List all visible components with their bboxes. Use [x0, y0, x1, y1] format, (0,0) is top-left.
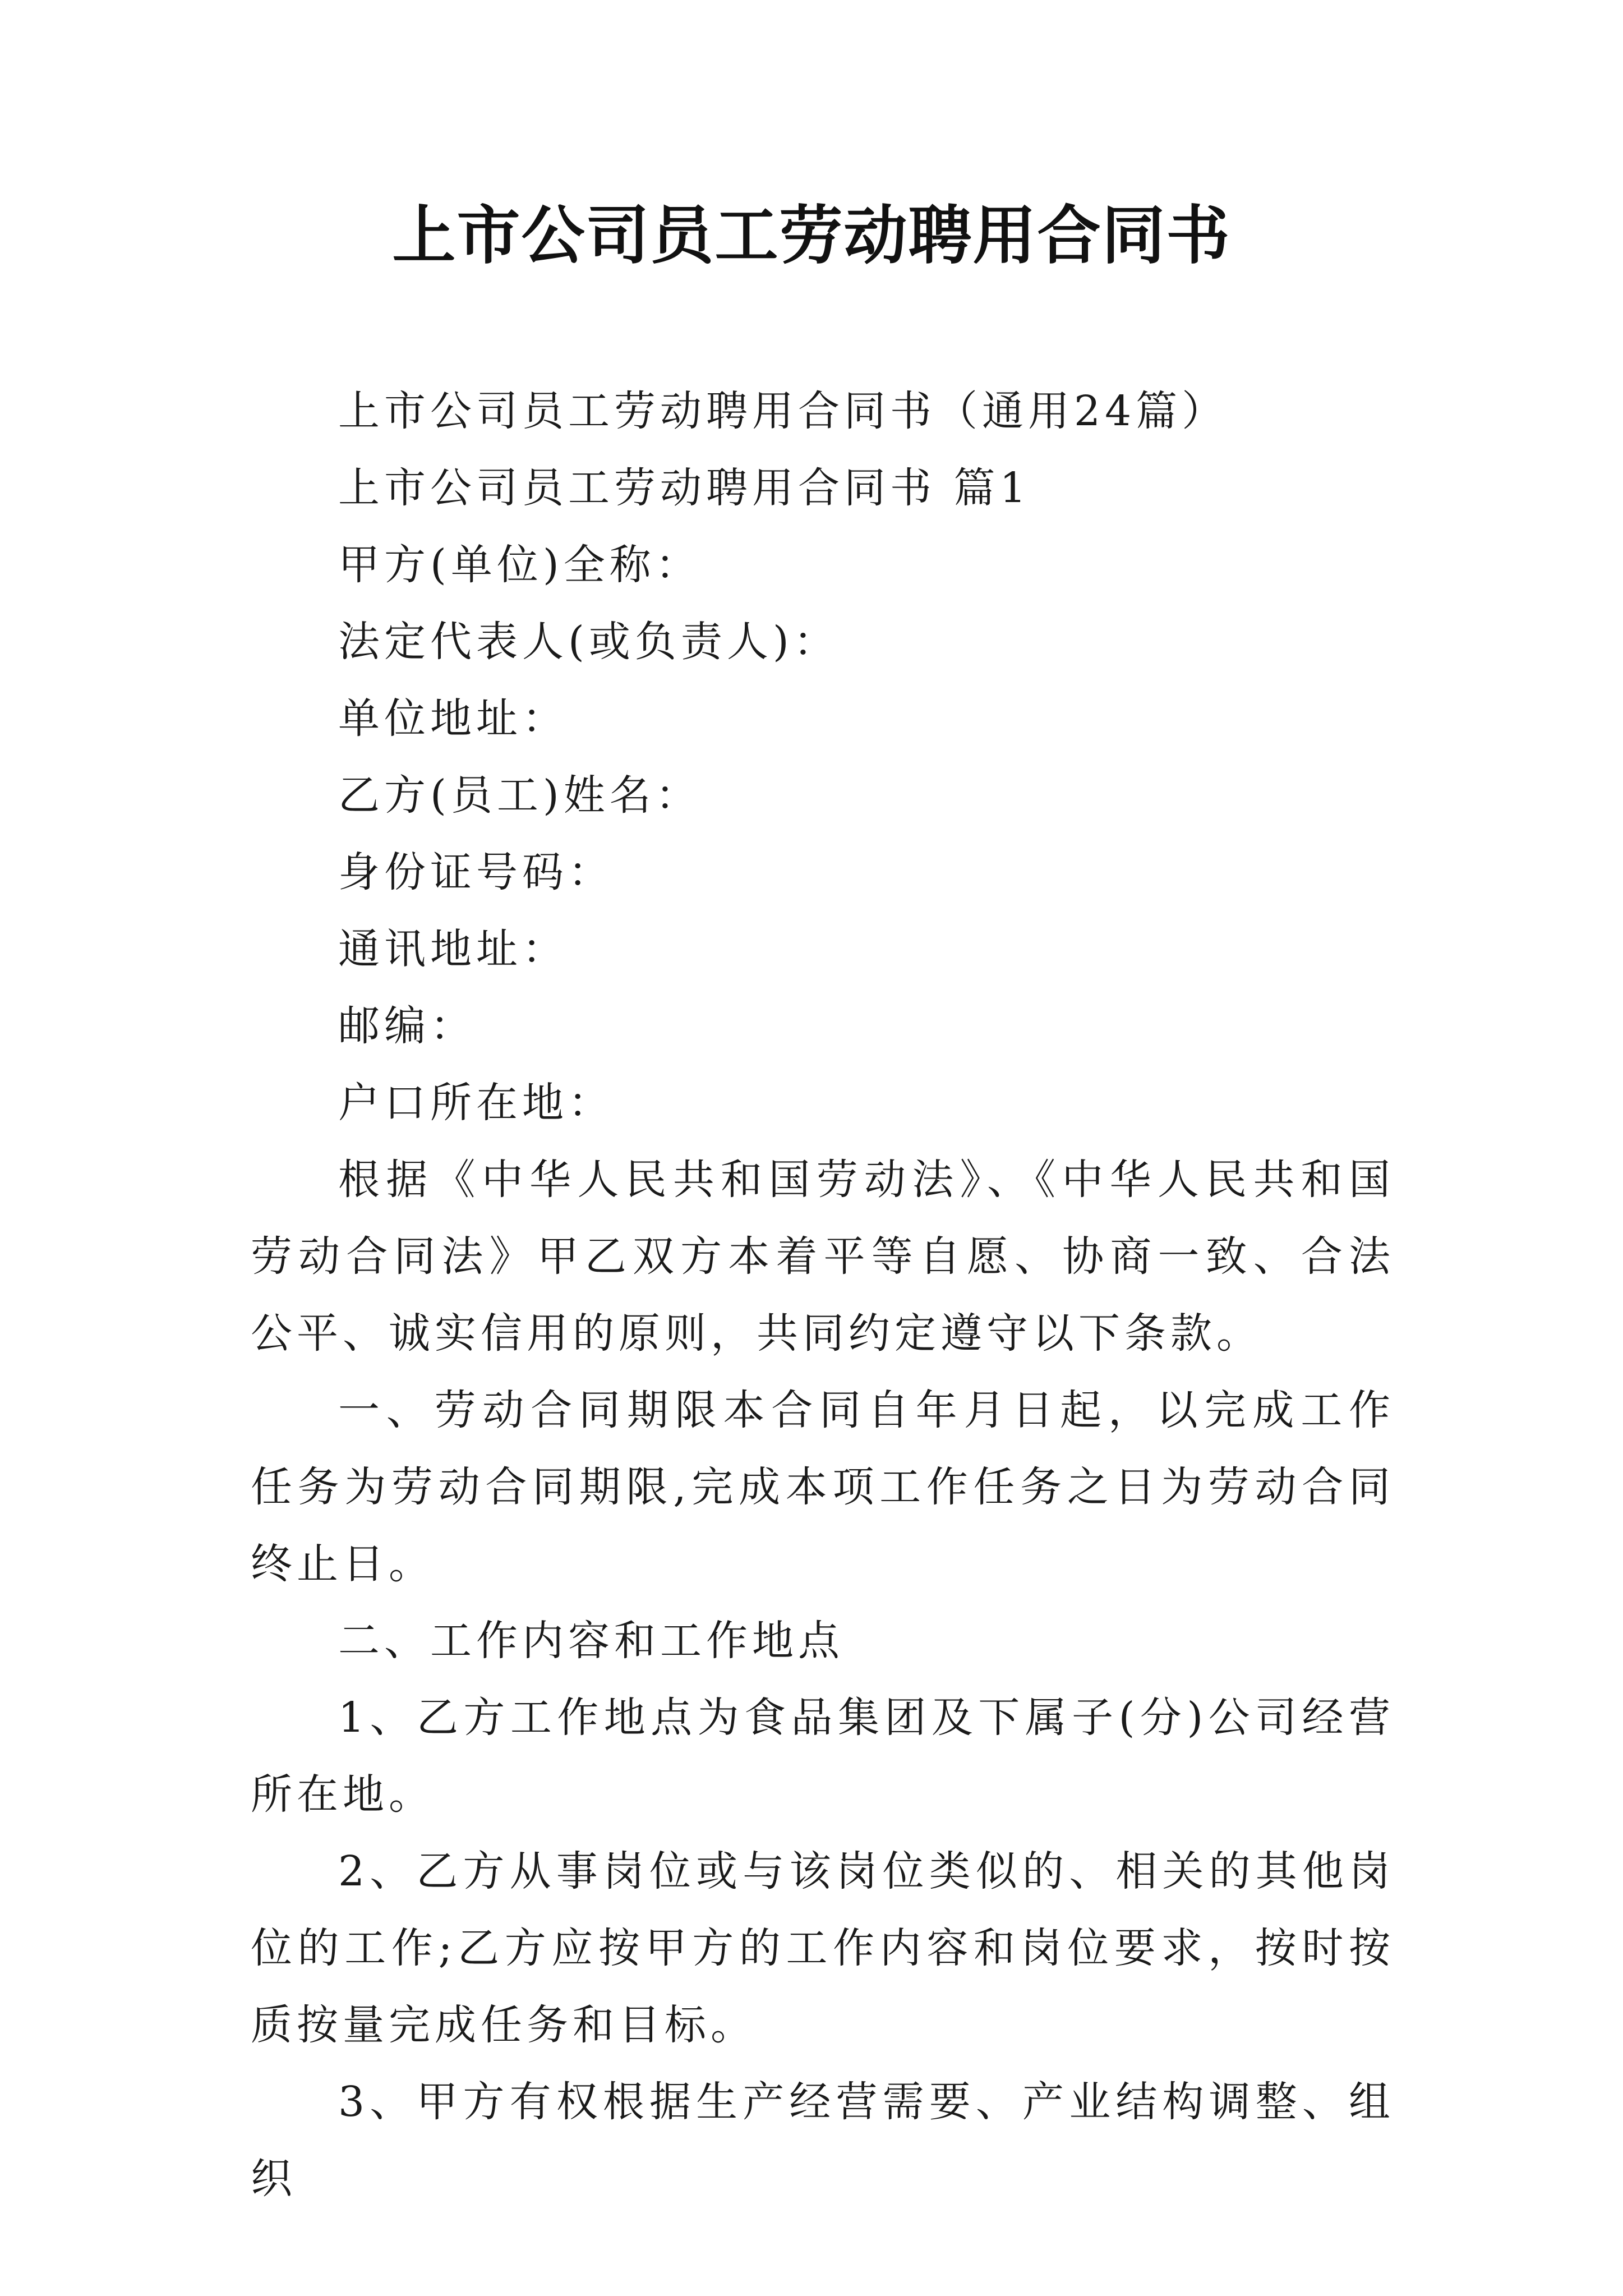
field-household-registration: 户口所在地： — [338, 1079, 614, 1127]
field-postcode: 邮编： — [338, 1002, 476, 1050]
paragraph-preamble: 根据《中华人民共和国劳动法》、《中华人民共和国劳动合同法》甲乙双方本着平等自愿、协商一致、合法公平、诚实信用的原则，共同约定遵守以下条款。 — [251, 1156, 1395, 1358]
field-mailing-address: 通讯地址： — [338, 925, 568, 973]
subtitle-collection: 上市公司员工劳动聘用合同书（通用24篇） — [338, 387, 1228, 435]
field-employer-address: 单位地址： — [338, 694, 568, 743]
paragraph-clause-3: 3、甲方有权根据生产经营需要、产业结构调整、组织 — [251, 2078, 1395, 2203]
document-body — [251, 373, 1395, 2217]
document-title: 上市公司员工劳动聘用合同书 — [392, 199, 1231, 273]
field-id-number: 身份证号码： — [338, 848, 614, 896]
heading-work-content: 二、工作内容和工作地点 — [338, 1617, 844, 1665]
paragraph-contract-term: 一、劳动合同期限本合同自年月日起，以完成工作任务为劳动合同期限,完成本项工作任务之日为劳动合同终止日。 — [251, 1386, 1395, 1588]
subtitle-part-1: 上市公司员工劳动聘用合同书 篇1 — [338, 464, 1031, 512]
paragraph-clause-2: 2、乙方从事岗位或与该岗位类似的、相关的其他岗位的工作;乙方应按甲方的工作内容和岗位要求，按时按质按量完成任务和目标。 — [251, 1847, 1395, 2049]
paragraph-clause-1: 1、乙方工作地点为食品集团及下属子(分)公司经营所在地。 — [251, 1694, 1395, 1819]
field-legal-representative: 法定代表人(或负责人)： — [338, 618, 840, 666]
field-employee-name: 乙方(员工)姓名： — [338, 771, 702, 820]
field-employer-name: 甲方(单位)全称： — [338, 541, 702, 589]
